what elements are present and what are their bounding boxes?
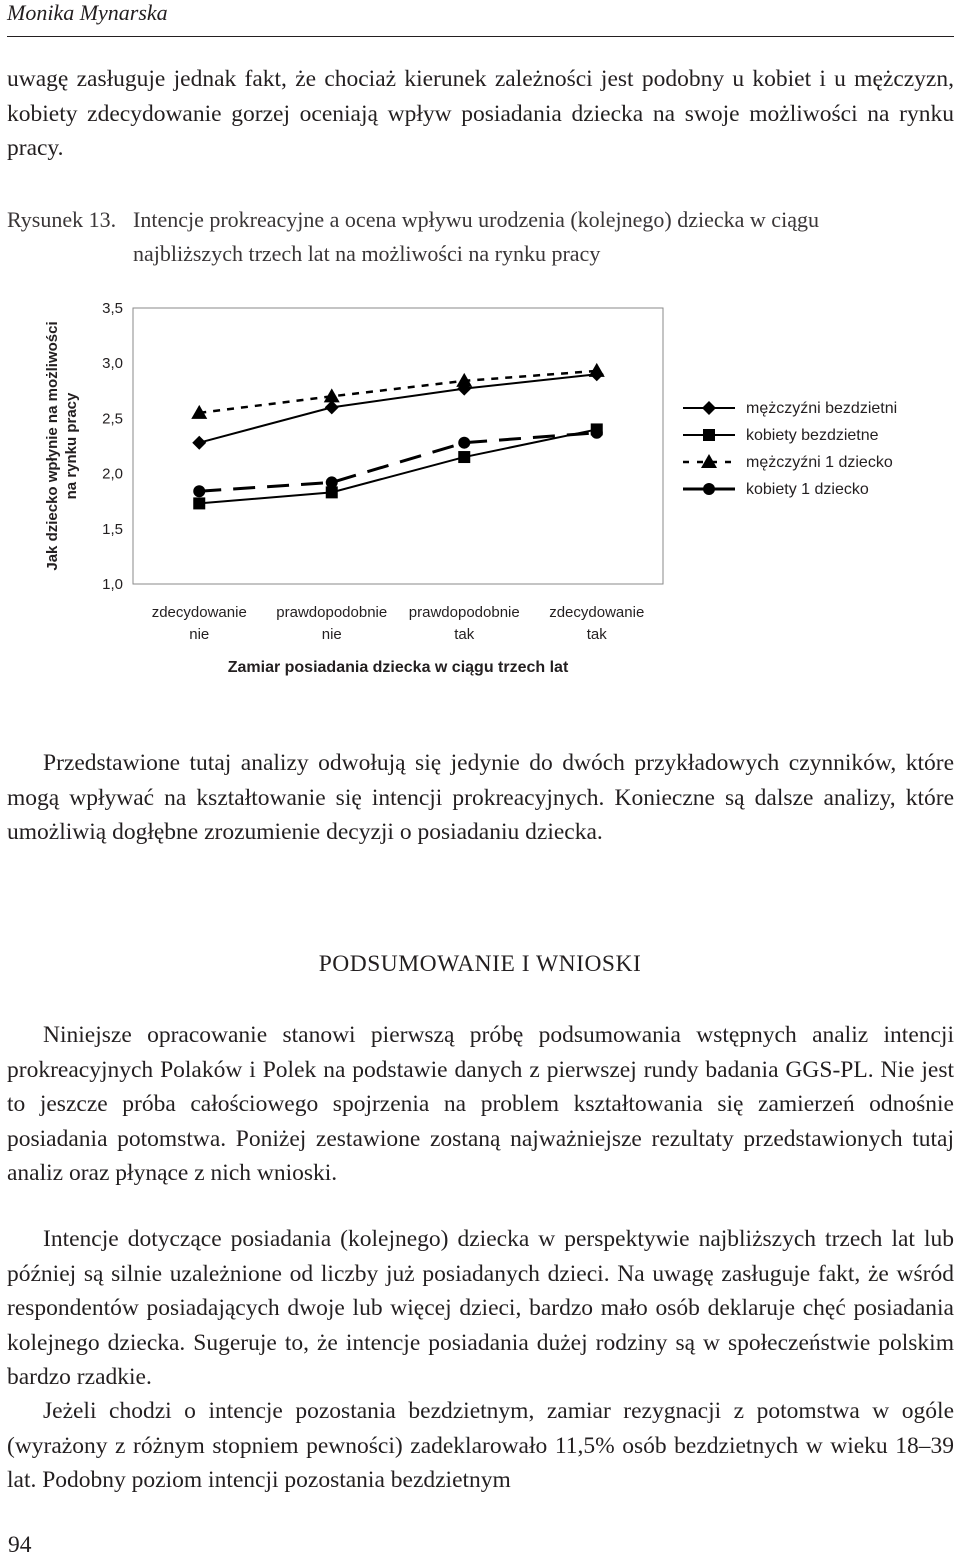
series-line-3 [199,371,597,413]
x-tick-label: prawdopodobnie [408,604,520,621]
series-4-point [591,427,603,439]
legend-marker-4 [703,483,715,495]
x-axis-label: Zamiar posiadania dziecka w ciągu trzech lat [227,659,569,676]
y-axis-label-line-1: Jak dziecko wpłynie na możliwości [44,321,61,571]
series-4-point [458,437,470,449]
x-tick-label: prawdopodobnie [276,604,388,621]
series-1-point [192,436,206,450]
figure-label: Rysunek 13. [7,207,117,232]
series-4-point [326,476,338,488]
paragraph-after-chart: Przedstawione tutaj analizy odwołują się jedynie do dwóch przykładowych czynników, które mogą wpływać na kształtowanie się intencji prokreacyjnych. Konieczne są dalsze analizy, które umożliwią dogłębne zrozumienie decyzji o posiadaniu dziecka. [7,750,954,846]
figure-caption-text: Intencje prokreacyjne a ocena wpływu urodzenia (kolejnego) dziecka w ciągu najbliższych trzech lat na możliwości na rynku pracy [133,207,819,266]
line-chart [0,280,960,700]
series-2-point [193,497,205,509]
x-tick-label: nie [321,626,342,643]
section-heading: PODSUMOWANIE I WNIOSKI [318,951,642,977]
y-tick-label: 3,0 [102,355,123,373]
series-line-2 [199,429,597,503]
y-tick-label: 2,0 [102,465,123,483]
series-line-1 [199,374,597,442]
legend-marker-1 [702,401,716,415]
paragraph-summary-1: Niniejsze opracowanie stanowi pierwszą próbę podsumowania wstępnych analiz intencji prokreacyjnych Polaków i Polek na podstawie danych z pierwszej rundy badania GGS-PL. Nie jest to jeszcze próba całościowego spojrzenia na problem kształtowania się zamierzeń odnośnie posiadania potomstwa. Poniżej zestawione zostaną najważniejsze rezultaty przedstawionych tutaj analiz oraz płynące z nich wnioski. [7,1022,954,1187]
y-axis-label-line-2: na rynku pracy [63,392,80,500]
legend-label-2: kobiety bezdzietne [746,427,879,444]
legend-label-4: kobiety 1 dziecko [746,481,869,498]
paragraph-summary-2: Intencje dotyczące posiadania (kolejnego) dziecka w perspektywie najbliższych trzech lat lub później są silnie uzależnione od liczby już posiadanych dzieci. Na uwagę zasługuje fakt, że wśród respondentów posiadających dwoje lub więcej dzieci, bardzo mało osób deklaruje chęć posiadania kolejnego dziecka. Sugeruje to, że intencje posiadania dużej rodziny są w społeczeństwie polskim bardzo rzadkie. [7,1226,954,1391]
y-tick-label: 1,5 [102,520,123,538]
x-tick-label: zdecydowanie [549,604,645,621]
legend-label-1: mężczyźni bezdzietni [746,400,898,417]
x-tick-label: zdecydowanie [151,604,247,621]
plot-frame [133,308,663,584]
page-number: 94 [8,1532,32,1558]
running-header-author: Monika Mynarska [7,0,168,25]
y-tick-label: 1,0 [102,576,123,593]
series-2-point [458,451,470,463]
paragraph-summary-3: Jeżeli chodzi o intencje pozostania bezdzietnym, zamiar rezygnacji z potomstwa w ogóle (wyrażony z różnym stopniem pewności) zadeklarowało 11,5% osób bezdzietnych w wieku 18–39 lat. Podobny poziom intencji pozostania bezdzietnym [7,1398,954,1494]
series-3-point [589,363,605,377]
legend-label-3: mężczyźni 1 dziecko [746,454,893,471]
x-tick-label: tak [454,626,475,643]
x-tick-label: tak [586,626,607,643]
series-4-point [193,485,205,497]
x-tick-label: nie [189,626,210,643]
legend-marker-2 [703,429,715,441]
series-3-point [324,388,340,402]
paragraph-intro: uwagę zasługuje jednak fakt, że chociaż kierunek zależności jest podobny u kobiet i u mężczyzn, kobiety zdecydowanie gorzej oceniają wpływ posiadania dziecka na swoje możliwości na rynku pracy. [7,66,954,162]
series-1-point [325,400,339,414]
header-rule [7,36,954,37]
y-tick-label: 3,5 [102,300,123,317]
y-tick-label: 2,5 [102,410,123,428]
